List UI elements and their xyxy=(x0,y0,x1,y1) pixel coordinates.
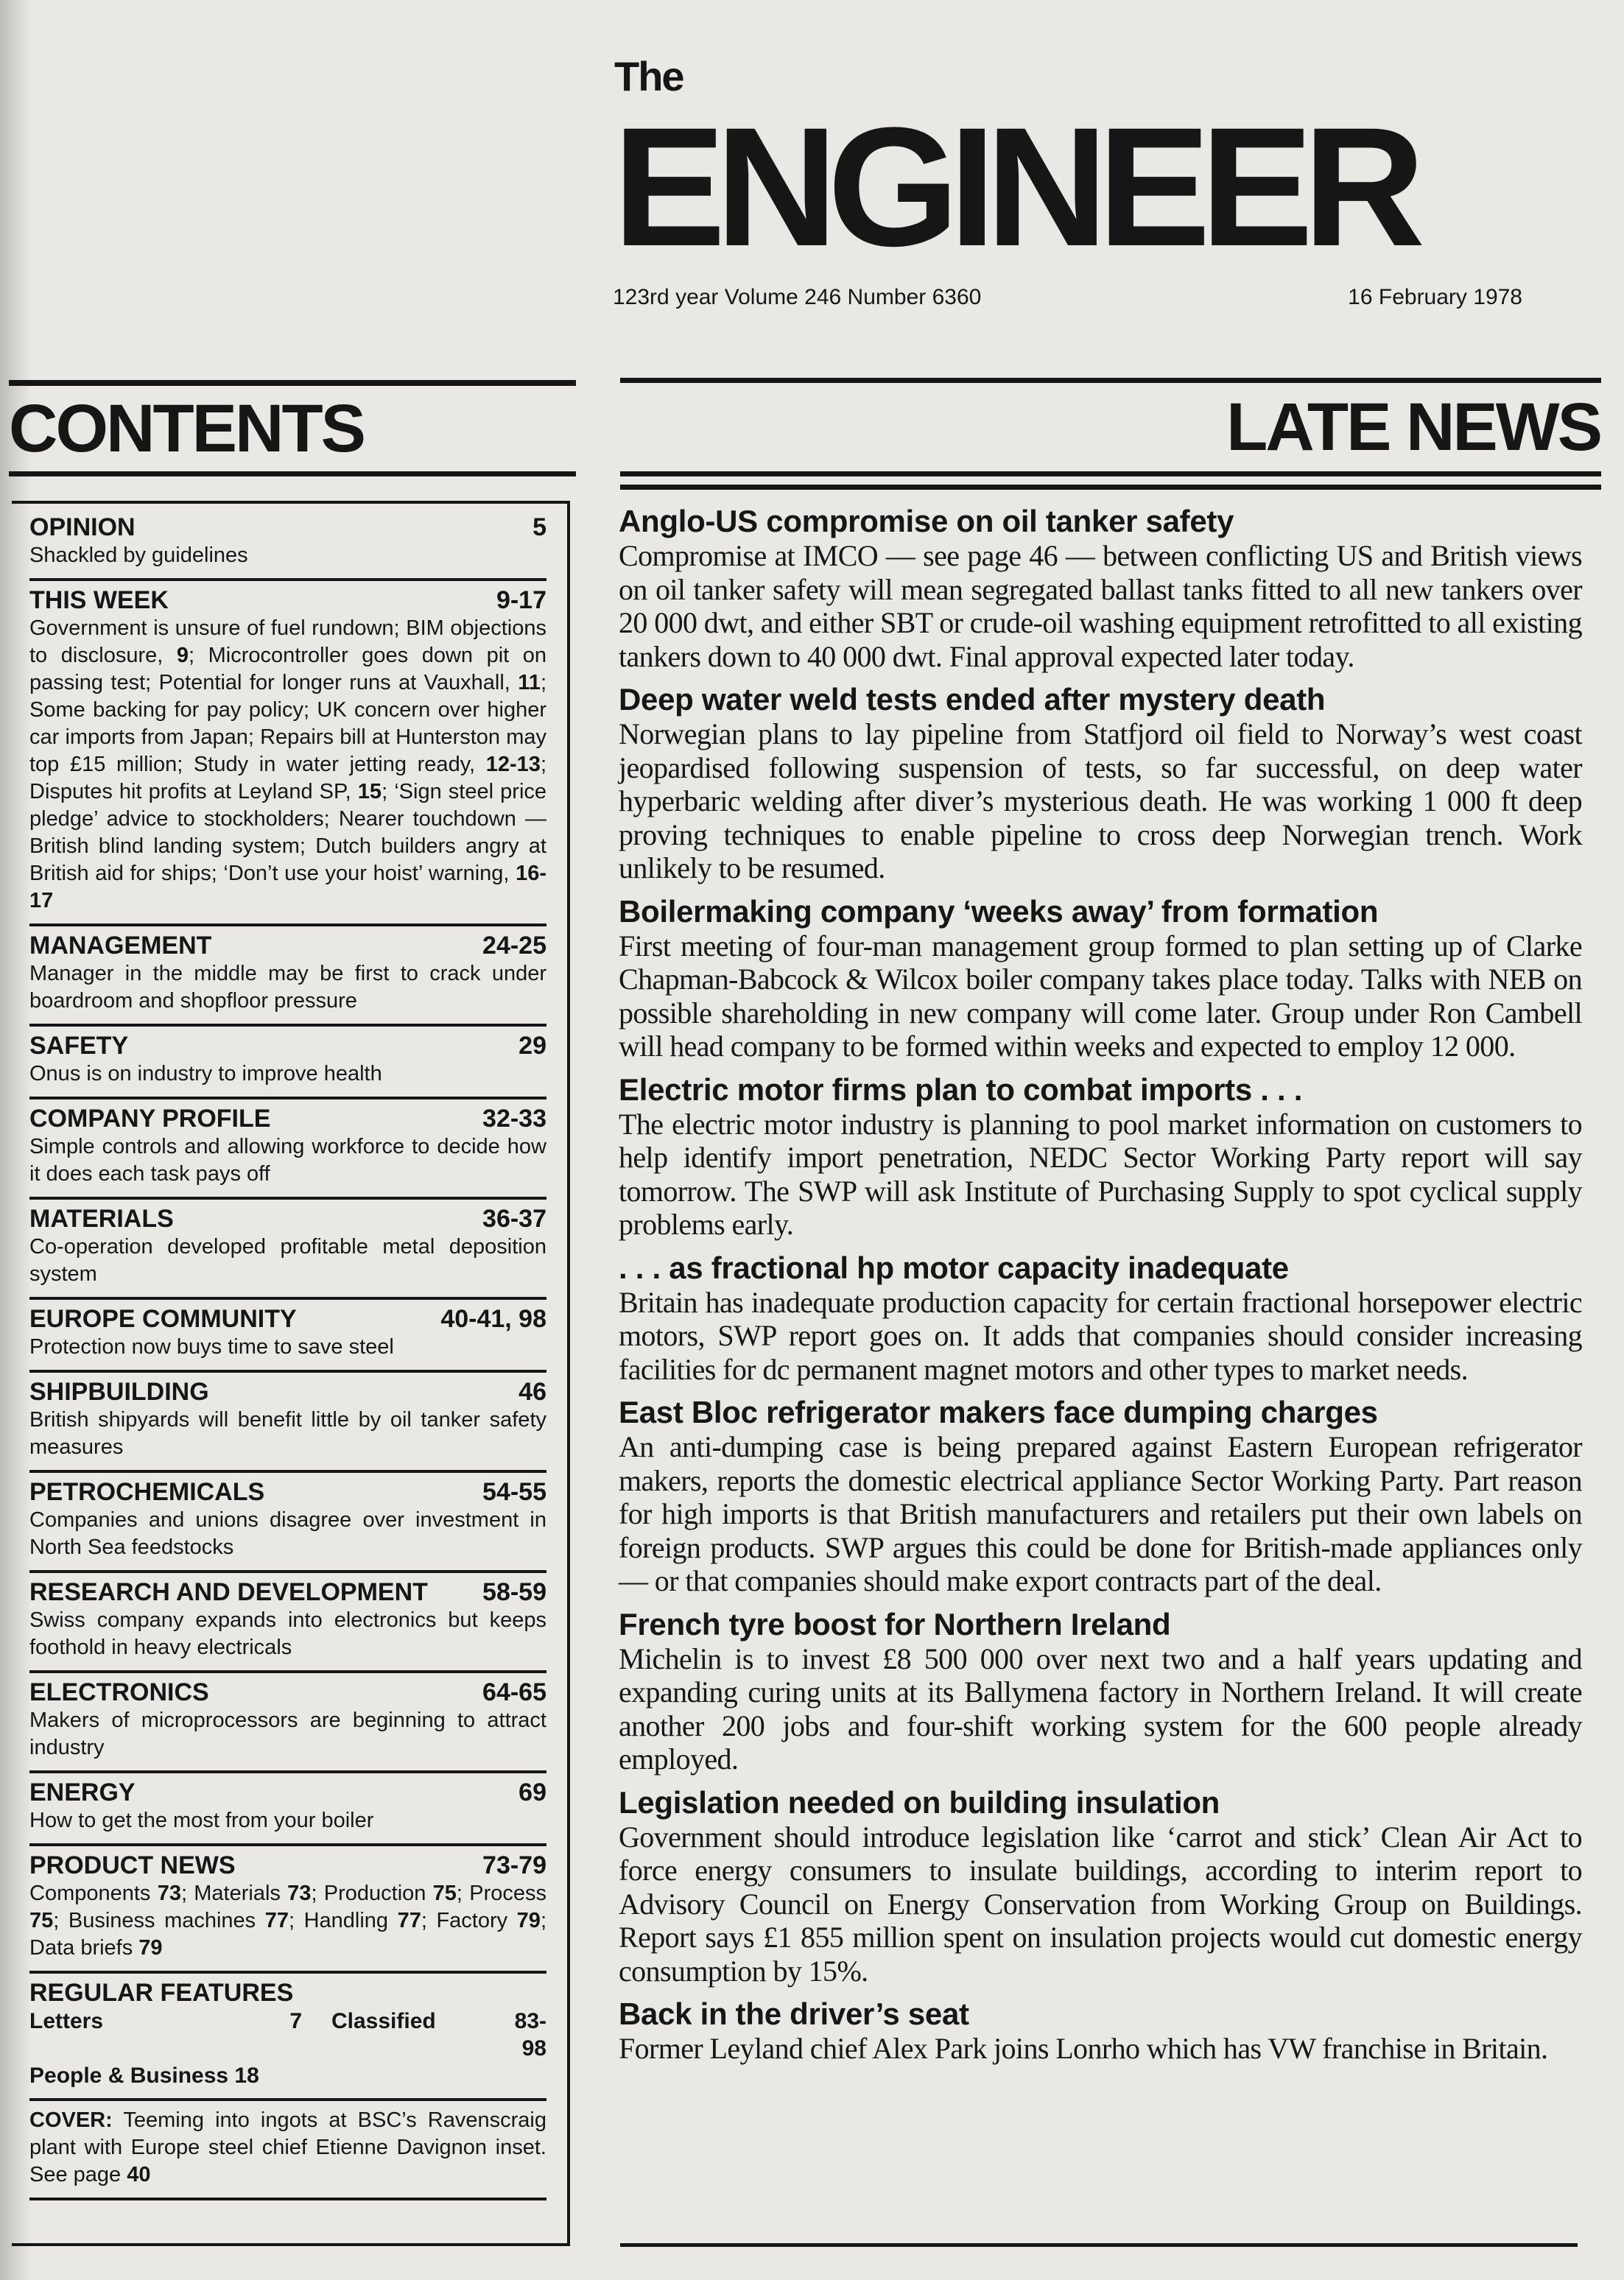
section-header xyxy=(29,1304,546,1334)
section-pages: 73-79 xyxy=(482,1851,546,1879)
section-header xyxy=(29,1204,546,1234)
story-body: The electric motor industry is planning to pool market information on customers to help identify import penetration, NEDC Sector Working Party report will say tomorrow. The SWP will ask Institute of Purchasing Supply to spot cyclical supply problems early. xyxy=(619,1107,1582,1241)
story-headline[interactable]: Anglo-US compromise on oil tanker safety xyxy=(619,504,1234,538)
section-description: How to get the most from your boiler xyxy=(29,1809,374,1832)
late-news-rule xyxy=(620,485,1601,490)
section-pages: 54-55 xyxy=(482,1478,546,1506)
page-ref: 79 xyxy=(516,1909,541,1932)
contents-title: CONTENTS xyxy=(9,391,364,466)
contents-section[interactable] xyxy=(29,1027,546,1099)
masthead-title: ENGINEER xyxy=(613,92,1416,281)
section-pages: 9-17 xyxy=(496,586,546,614)
section-header xyxy=(29,1377,546,1407)
section-heading: PETROCHEMICALS xyxy=(29,1478,265,1506)
section-description xyxy=(29,615,546,915)
page-ref: 12-13 xyxy=(485,753,541,776)
classified-pages: 83-98 xyxy=(514,2009,546,2061)
section-description: Co-operation developed profitable metal deposition system xyxy=(29,1235,546,1286)
story-headline[interactable]: French tyre boost for Northern Ireland xyxy=(619,1606,1171,1642)
section-header xyxy=(29,1851,546,1880)
section-pages: 69 xyxy=(519,1778,546,1806)
section-heading: OPINION xyxy=(29,513,136,541)
story-body: Norwegian plans to lay pipeline from Statfjord oil field to Norway’s west coast jeopardised following suspension of tests, so far successful, on deep water hyperbaric welding after diver’s mysterious death. He was working 1 000 ft deep proving techniques to enable pipeline to cross deep Norwegian trench. Work unlikely to be resumed. xyxy=(619,717,1582,884)
section-header xyxy=(29,1031,546,1060)
contents-section[interactable] xyxy=(29,1673,546,1773)
cover-text: Teeming into ingots at BSC’s Ravenscraig plant with Europe steel chief Etienne Davignon inset. See page xyxy=(29,2108,546,2186)
issue-line: 123rd year Volume 246 Number 6360 xyxy=(613,285,982,309)
page-ref: 16-17 xyxy=(29,862,546,912)
page-ref: 75 xyxy=(29,1909,54,1932)
contents-section[interactable] xyxy=(29,1846,546,1974)
section-heading: MANAGEMENT xyxy=(29,932,212,960)
story-body: Compromise at IMCO — see page 46 — between conflicting US and British views on oil tanker safety will mean segregated ballast tanks fitted to all new tankers over 20 000 dwt, and either SBT or crude-oil washing equipment retrofitted to all existing tankers down to 40 000 dwt. Final approval expected later today. xyxy=(619,539,1582,673)
section-header xyxy=(29,1577,546,1607)
section-description: Makers of microprocessors are beginning to attract industry xyxy=(29,1709,546,1759)
contents-section[interactable] xyxy=(29,508,546,581)
section-header xyxy=(29,1477,546,1507)
section-heading: MATERIALS xyxy=(29,1205,174,1233)
section-description: Simple controls and allowing workforce to decide how it does each task pays off xyxy=(29,1135,546,1186)
contents-bottom-rule xyxy=(9,471,576,476)
section-heading: RESEARCH AND DEVELOPMENT xyxy=(29,1578,428,1606)
page-ref: 77 xyxy=(397,1909,421,1932)
late-news-end-rule xyxy=(620,2243,1578,2247)
section-description: Swiss company expands into electronics but keeps foothold in heavy electricals xyxy=(29,1608,546,1659)
section-header xyxy=(29,1678,546,1707)
news-story xyxy=(619,894,1582,1063)
contents-section[interactable] xyxy=(29,581,546,926)
letters-label[interactable]: Letters xyxy=(29,2009,104,2033)
section-description: British shipyards will benefit little by oil tanker safety measures xyxy=(29,1408,546,1459)
description-text: ; Disputes hit profits at Leyland SP, xyxy=(29,753,546,803)
description-text: ; Materials xyxy=(180,1882,288,1905)
page-ref: 73 xyxy=(287,1882,312,1905)
section-heading: SAFETY xyxy=(29,1032,129,1060)
classified-label[interactable]: Classified xyxy=(331,2009,436,2033)
section-pages: 40-41, 98 xyxy=(440,1305,546,1333)
description-text: ; Business machines xyxy=(53,1909,265,1932)
page-ref: 11 xyxy=(518,671,541,694)
regular-features-row xyxy=(29,2008,546,2062)
description-text: ; Some backing for pay policy; UK concern over higher car imports from Japan; Repairs bill at Hunterston may top £15 million; Study in water jetting ready, xyxy=(29,671,546,776)
cover-label: COVER: xyxy=(29,2108,113,2132)
description-text: ; Data briefs xyxy=(29,1909,546,1960)
section-header xyxy=(29,513,546,542)
page-ref: 77 xyxy=(264,1909,289,1932)
news-story xyxy=(619,1395,1582,1598)
section-description xyxy=(29,1880,546,1962)
story-headline[interactable]: East Bloc refrigerator makers face dumping charges xyxy=(619,1395,1378,1429)
section-heading: ENERGY xyxy=(29,1778,136,1806)
page-ref: 15 xyxy=(357,780,382,803)
cover-page: 40 xyxy=(127,2163,151,2186)
masthead-meta xyxy=(613,284,1522,311)
section-header xyxy=(29,931,546,960)
story-body: An anti-dumping case is being prepared against Eastern European refrigerator makers, reports the domestic electrical appliance Sector Working Party. Part reason for high imports is that British manufacturers and retailers put their own labels on foreign products. SWP argues this could be done for British-made appliances only — or that companies should make export contracts part of the deal. xyxy=(619,1430,1582,1597)
letters-page: 7 xyxy=(289,2009,302,2033)
news-story xyxy=(619,1072,1582,1242)
story-body: Britain has inadequate production capacity for certain fractional horsepower electric motors, SWP report goes on. It adds that companies should consider increasing facilities for dc permanent magnet motors and other types to market needs. xyxy=(619,1285,1582,1386)
section-pages: 29 xyxy=(519,1032,546,1060)
story-body: First meeting of four-man management group formed to plan setting up of Clarke Chapman-Babcock & Wilcox boiler company takes place today. Talks with NEB on possible shareholding in new company will come later. Group under Ron Cambell will head company to be formed within weeks and expected to employ 12 000. xyxy=(619,929,1582,1063)
section-heading: THIS WEEK xyxy=(29,586,169,614)
description-text: ; Factory xyxy=(421,1909,517,1932)
section-pages: 46 xyxy=(519,1378,546,1406)
regular-features-section xyxy=(29,1974,546,2101)
people-business-row xyxy=(29,2062,546,2089)
contents-section[interactable] xyxy=(29,1473,546,1573)
story-body: Michelin is to invest £8 500 000 over next two and a half years updating and expanding curing units at its Ballymena factory in Northern Ireland. It will create another 200 jobs and four-shift working system for the 600 people already employed. xyxy=(619,1642,1582,1776)
page-ref: 73 xyxy=(157,1882,181,1905)
contents-section[interactable] xyxy=(29,1200,546,1300)
section-description: Companies and unions disagree over investment in North Sea feedstocks xyxy=(29,1508,546,1559)
description-text: ; ‘Sign steel price pledge’ advice to stockholders; Nearer touchdown — British blind landing system; Dutch builders angry at British aid for ships; ‘Don’t use your hoist’ warning, xyxy=(29,780,547,885)
late-news-rule xyxy=(620,471,1601,476)
description-text: ; Production xyxy=(311,1882,433,1905)
story-headline[interactable]: Legislation needed on building insulation xyxy=(619,1784,1220,1820)
news-story xyxy=(619,504,1582,673)
page-ref: 75 xyxy=(432,1882,457,1905)
section-description: Manager in the middle may be first to crack under boardroom and shopfloor pressure xyxy=(29,962,546,1013)
section-pages: 24-25 xyxy=(482,932,546,960)
section-pages: 64-65 xyxy=(482,1678,546,1706)
section-header xyxy=(29,1778,546,1807)
section-description: Shackled by guidelines xyxy=(29,543,248,567)
section-pages: 32-33 xyxy=(482,1105,546,1133)
news-story xyxy=(619,682,1582,885)
story-headline[interactable]: . . . as fractional hp motor capacity inadequate xyxy=(619,1250,1289,1285)
description-text: Components xyxy=(29,1882,158,1905)
masthead-the: The xyxy=(614,53,683,99)
story-headline[interactable]: Back in the driver’s seat xyxy=(619,1996,969,2031)
section-pages: 36-37 xyxy=(482,1205,546,1233)
section-pages: 5 xyxy=(532,513,546,541)
section-heading: ELECTRONICS xyxy=(29,1678,209,1706)
contents-section[interactable] xyxy=(29,926,546,1027)
late-news-title: LATE NEWS xyxy=(1226,390,1600,465)
section-heading: COMPANY PROFILE xyxy=(29,1105,271,1133)
section-pages: 58-59 xyxy=(482,1578,546,1606)
late-news-stories xyxy=(619,504,1582,2075)
description-text: ; Handling xyxy=(288,1909,398,1932)
description-text: ; Process xyxy=(456,1882,546,1905)
contents-section[interactable] xyxy=(29,1099,546,1200)
people-business-label[interactable]: People & Business 18 xyxy=(29,2063,259,2088)
story-headline[interactable]: Boilermaking company ‘weeks away’ from formation xyxy=(619,893,1379,929)
news-story xyxy=(619,1785,1582,1988)
section-description: Protection now buys time to save steel xyxy=(29,1335,394,1359)
description-text: Government is unsure of fuel rundown; BIM objections to disclosure, xyxy=(29,616,546,667)
page-ref: 79 xyxy=(138,1936,163,1960)
contents-section[interactable] xyxy=(29,1300,546,1373)
description-text: ; Microcontroller goes down pit on passing test; Potential for longer runs at Vauxhall, xyxy=(29,644,546,694)
late-news-top-rule xyxy=(620,378,1601,383)
masthead xyxy=(613,53,1526,311)
news-story xyxy=(619,1250,1582,1387)
section-header xyxy=(29,1104,546,1133)
section-description: Onus is on industry to improve health xyxy=(29,1062,382,1086)
section-heading: EUROPE COMMUNITY xyxy=(29,1305,297,1333)
section-heading: SHIPBUILDING xyxy=(29,1378,209,1406)
contents-section[interactable] xyxy=(29,1373,546,1473)
cover-note xyxy=(29,2101,546,2200)
contents-list xyxy=(29,508,546,2200)
story-headline[interactable]: Deep water weld tests ended after mystery death xyxy=(619,682,1326,717)
story-headline[interactable]: Electric motor firms plan to combat imports . . . xyxy=(619,1072,1303,1107)
section-heading: REGULAR FEATURES xyxy=(29,1979,294,2007)
contents-section[interactable] xyxy=(29,1773,546,1846)
page-ref: 9 xyxy=(176,644,189,667)
news-story xyxy=(619,1996,1582,2066)
story-body: Government should introduce legislation like ‘carrot and stick’ Clean Air Act to force energy consumers to insulate buildings, according to interim report to Advisory Council on Energy Conservation from Working Group on Buildings. Report says £1 855 million spent on insulation projects would cut domestic energy consumption by 15%. xyxy=(619,1820,1582,1988)
section-header xyxy=(29,585,546,615)
news-story xyxy=(619,1607,1582,1776)
issue-date: 16 February 1978 xyxy=(1348,285,1522,309)
section-heading: PRODUCT NEWS xyxy=(29,1851,236,1879)
contents-top-rule xyxy=(9,380,576,386)
story-body: Former Leyland chief Alex Park joins Lonrho which has VW franchise in Britain. xyxy=(619,2032,1548,2065)
contents-section[interactable] xyxy=(29,1573,546,1673)
